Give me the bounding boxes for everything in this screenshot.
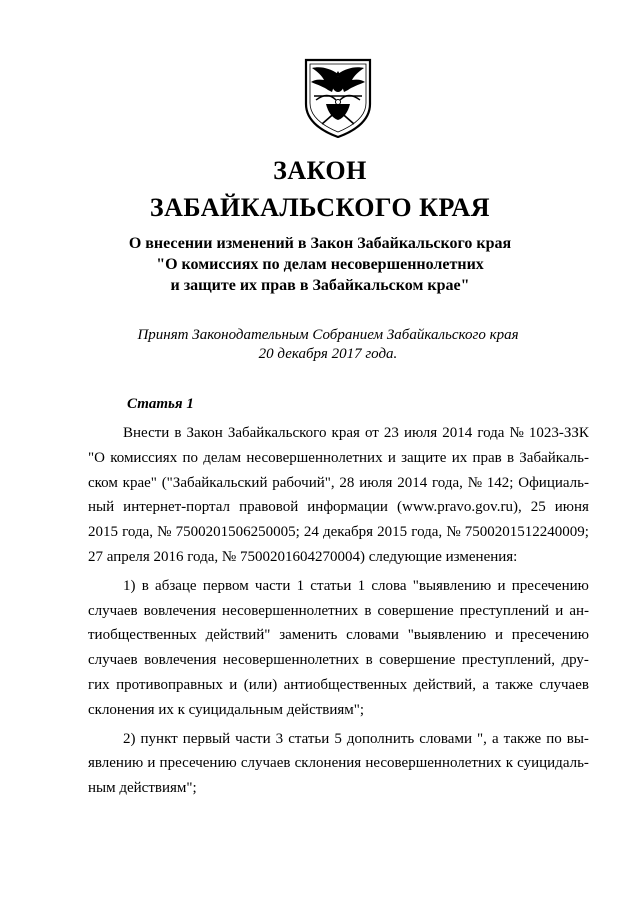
word: ("Забайкальский bbox=[161, 474, 268, 491]
word: пункт bbox=[140, 730, 178, 747]
word: 7500201512240009; bbox=[464, 524, 589, 541]
word: рабочий", bbox=[272, 474, 335, 491]
word: случаев bbox=[88, 602, 138, 619]
word: тиобщественных bbox=[88, 627, 197, 644]
word: первом bbox=[202, 577, 249, 594]
word: совершение bbox=[377, 602, 454, 619]
word: вовлечения bbox=[144, 652, 217, 669]
word: несовершеннолетних bbox=[222, 652, 360, 669]
word: июня bbox=[554, 499, 589, 516]
word: 142; bbox=[486, 474, 514, 491]
word: делам bbox=[203, 449, 242, 466]
text-line bbox=[88, 673, 589, 698]
word: ", bbox=[477, 730, 487, 747]
text-line bbox=[88, 545, 589, 570]
word: также bbox=[495, 676, 533, 693]
word: к bbox=[505, 755, 513, 772]
word: в bbox=[174, 425, 182, 441]
word: Официаль- bbox=[518, 474, 589, 491]
law-title: ЗАКОН bbox=[273, 156, 367, 185]
word: пресечению bbox=[159, 755, 237, 772]
word: края bbox=[331, 425, 360, 441]
coat-of-arms-icon bbox=[302, 58, 374, 138]
word: статьи bbox=[288, 730, 330, 747]
word: июля bbox=[359, 474, 393, 491]
word: и bbox=[229, 676, 238, 693]
word: антиобщественных bbox=[283, 676, 408, 693]
word: первый bbox=[182, 730, 231, 747]
word: пресечению bbox=[511, 577, 589, 594]
text-line-content: ным действиям"; bbox=[88, 780, 197, 797]
text-line bbox=[88, 574, 589, 599]
text-line bbox=[88, 727, 589, 752]
word: № bbox=[509, 425, 524, 441]
word: ный bbox=[88, 499, 115, 516]
word: крае" bbox=[122, 474, 157, 491]
word: дру- bbox=[561, 652, 589, 669]
word: случаев bbox=[88, 652, 138, 669]
word: информации bbox=[307, 499, 388, 516]
word: преступлений bbox=[459, 602, 550, 619]
word: года bbox=[477, 425, 505, 441]
word: по bbox=[546, 730, 562, 747]
adoption-date: 20 декабря 2017 года. bbox=[258, 346, 398, 362]
word: 28 bbox=[339, 474, 355, 491]
word: Закон bbox=[186, 425, 223, 441]
text-line-content: склонения их к суицидальным действиям"; bbox=[88, 701, 365, 718]
word: интернет-портал bbox=[123, 499, 231, 516]
word: защите bbox=[401, 449, 447, 466]
word: ском bbox=[88, 474, 118, 491]
word: словами bbox=[419, 730, 472, 747]
word: 7500201506250005; bbox=[175, 524, 300, 541]
word: 2015 bbox=[377, 524, 408, 541]
word: несовершеннолетних bbox=[246, 449, 383, 466]
word: № bbox=[467, 474, 482, 491]
text-line bbox=[88, 776, 589, 801]
word: также bbox=[503, 730, 542, 747]
law-subtitle bbox=[0, 233, 640, 296]
article-heading: Статья 1 bbox=[127, 396, 194, 412]
word: "выявлению bbox=[412, 577, 492, 594]
text-line-content: 27 апреля 2016 года, № 7500201604270004) следующие изменения: bbox=[88, 548, 518, 565]
article-body bbox=[88, 421, 589, 801]
word: их bbox=[451, 449, 468, 466]
word: 2015 bbox=[88, 524, 118, 541]
text-line bbox=[88, 623, 589, 648]
word: и bbox=[494, 627, 503, 644]
word: 24 bbox=[303, 524, 319, 541]
word: вовлечения bbox=[143, 602, 216, 619]
word: в bbox=[365, 652, 373, 669]
word: декабря bbox=[323, 524, 374, 541]
word: № bbox=[446, 524, 461, 541]
adoption-note bbox=[0, 326, 640, 364]
word: и bbox=[497, 577, 506, 594]
text-line bbox=[88, 495, 589, 520]
word: случаев bbox=[240, 755, 291, 772]
subtitle-line: О внесении изменений в Закон Забайкальского края bbox=[128, 235, 512, 252]
text-line bbox=[88, 446, 589, 471]
word: по bbox=[182, 449, 198, 466]
word: (www.pravo.gov.ru), bbox=[397, 499, 522, 516]
subtitle-line: "О комиссиях по делам несовершеннолетних bbox=[156, 256, 484, 273]
word: действий, bbox=[413, 676, 476, 693]
word: несовершеннолетних bbox=[222, 602, 359, 619]
word: вы- bbox=[566, 730, 589, 747]
word: и bbox=[147, 755, 156, 772]
law-region-title: ЗАБАЙКАЛЬСКОГО КРАЯ bbox=[149, 193, 491, 222]
word: явлению bbox=[88, 755, 144, 772]
word: 2) bbox=[123, 730, 136, 747]
word: "О bbox=[88, 449, 105, 466]
word: 2014 bbox=[442, 425, 473, 441]
word: гих bbox=[88, 676, 110, 693]
word: статьи bbox=[310, 577, 352, 594]
word: части bbox=[254, 577, 291, 594]
word: 1023-ЗЗК bbox=[528, 425, 589, 441]
text-line bbox=[88, 421, 589, 446]
word: ан- bbox=[569, 602, 589, 619]
word: Забайкальского bbox=[227, 425, 327, 441]
word: 1 bbox=[357, 577, 366, 594]
word: июля bbox=[403, 425, 438, 441]
word: (или) bbox=[243, 676, 278, 693]
word: 1) bbox=[123, 577, 136, 594]
word: а bbox=[491, 730, 499, 747]
subtitle-line: и защите их прав в Забайкальском крае" bbox=[170, 277, 470, 294]
text-line bbox=[88, 698, 589, 723]
text-line bbox=[88, 648, 589, 673]
word: преступлений, bbox=[461, 652, 555, 669]
text-line bbox=[88, 751, 589, 776]
word: в bbox=[506, 449, 515, 466]
word: прав bbox=[472, 449, 502, 466]
word: "выявлению bbox=[407, 627, 487, 644]
word: случаев bbox=[539, 676, 589, 693]
word: Забайкаль- bbox=[519, 449, 589, 466]
word: года, bbox=[432, 474, 463, 491]
word: 25 bbox=[530, 499, 546, 516]
word: 3 bbox=[275, 730, 284, 747]
word: абзаце bbox=[155, 577, 197, 594]
word: части bbox=[235, 730, 271, 747]
word: совершение bbox=[379, 652, 456, 669]
word: 1 bbox=[296, 577, 305, 594]
word: склонения bbox=[294, 755, 362, 772]
word: в bbox=[364, 602, 372, 619]
word: № bbox=[157, 524, 172, 541]
word: заменить bbox=[279, 627, 338, 644]
word: противоправных bbox=[116, 676, 223, 693]
word: комиссиях bbox=[110, 449, 178, 466]
word: от bbox=[364, 425, 379, 441]
word: года, bbox=[122, 524, 154, 541]
word: 2014 bbox=[397, 474, 428, 491]
word: 5 bbox=[334, 730, 342, 747]
word: слова bbox=[371, 577, 407, 594]
word: года, bbox=[411, 524, 443, 541]
text-line bbox=[88, 520, 589, 545]
word: а bbox=[482, 676, 490, 693]
word: пресечению bbox=[511, 627, 589, 644]
word: в bbox=[141, 577, 149, 594]
word: действий" bbox=[205, 627, 271, 644]
word: Внести bbox=[123, 425, 170, 441]
word: и bbox=[387, 449, 396, 466]
word: и bbox=[555, 602, 564, 619]
text-line bbox=[88, 471, 589, 496]
word: несовершеннолетних bbox=[365, 755, 502, 772]
adoption-line: Принят Законодательным Собранием Забайкальского края bbox=[137, 327, 519, 343]
word: 23 bbox=[383, 425, 399, 441]
word: правовой bbox=[239, 499, 299, 516]
word: суицидаль- bbox=[517, 755, 589, 772]
word: дополнить bbox=[346, 730, 415, 747]
word: словами bbox=[346, 627, 399, 644]
text-line bbox=[88, 599, 589, 624]
